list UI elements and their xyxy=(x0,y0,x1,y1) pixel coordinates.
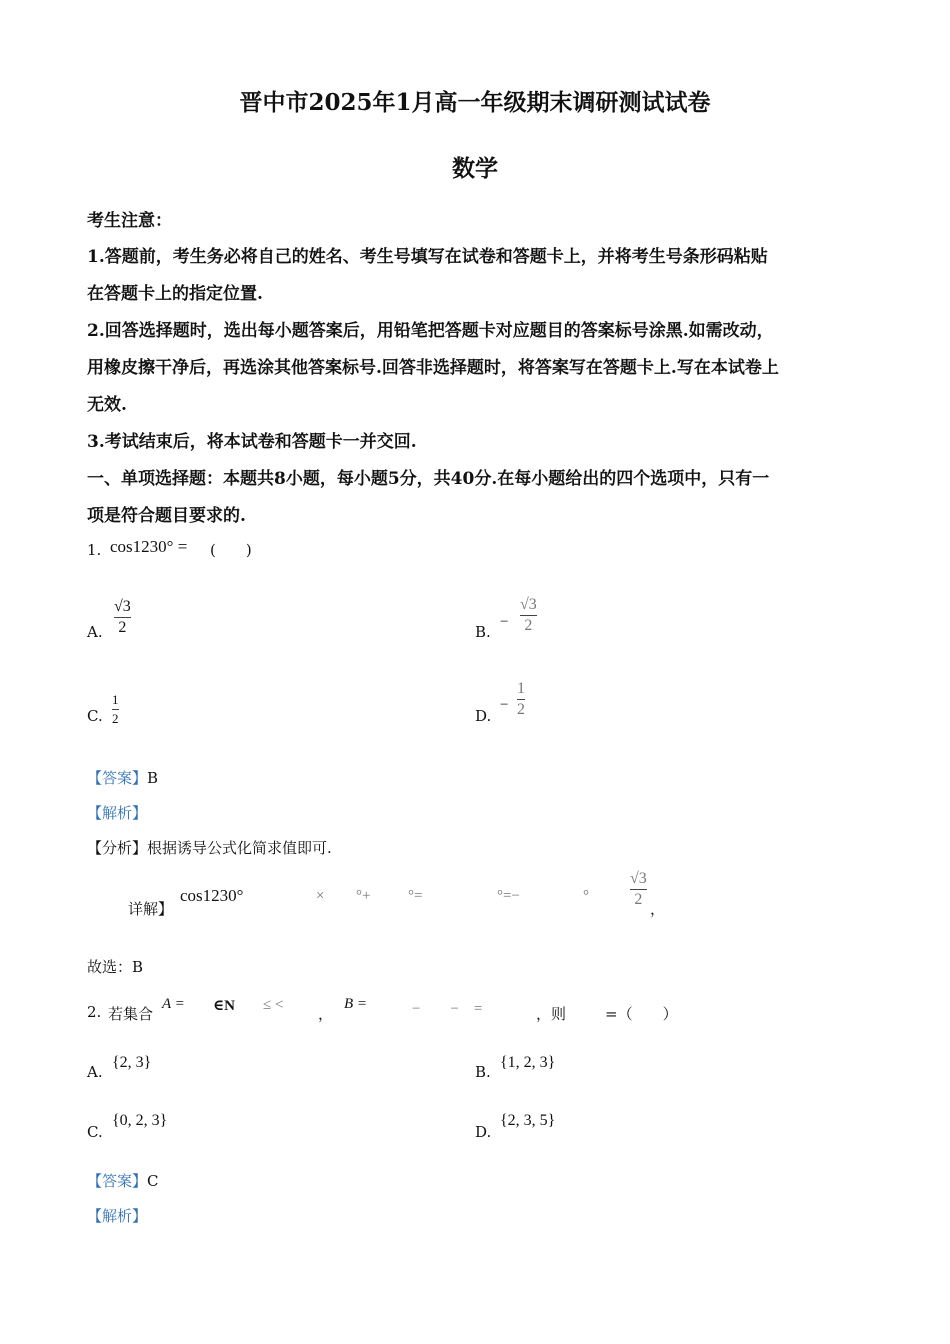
q1-detail-frag-1: × xyxy=(316,888,325,904)
notice-line-1a: 1.答题前，考生务必将自己的姓名、考生号填写在试卷和答题卡上，并将考生号条形码粘贴 xyxy=(87,247,768,267)
q2-option-a-value: {2, 3} xyxy=(112,1054,152,1071)
q2-set-a-relation: ≤ < xyxy=(263,997,284,1013)
q2-set-a: A = xyxy=(162,996,185,1012)
q1-option-b-label: B. xyxy=(475,623,491,641)
section-heading-1: 一、单项选择题：本题共8小题，每小题5分，共40分.在每小题给出的四个选项中，只有一 xyxy=(87,469,770,489)
notice-heading: 考生注意： xyxy=(87,211,172,231)
q2-set-b: B = xyxy=(344,996,368,1012)
fraction-bar xyxy=(630,889,647,890)
fraction-bar xyxy=(114,617,131,618)
answer-tag: 【答案】 xyxy=(87,1172,148,1190)
q1-detail-tag: 详解】 xyxy=(128,900,174,918)
fraction-bar xyxy=(520,615,537,616)
q1-number: 1. xyxy=(87,541,102,559)
q1-detail-frag-4: °=− xyxy=(497,888,520,904)
q1-option-a-fraction xyxy=(114,598,131,637)
q1-detail-frag-3: °= xyxy=(408,888,423,904)
q2-option-b-value: {1, 2, 3} xyxy=(500,1054,556,1071)
q2-analysis-tag: 【解析】 xyxy=(87,1207,148,1225)
q2-set-b-fragment: − − = xyxy=(412,1001,483,1017)
q1-option-d-label: D. xyxy=(475,707,492,725)
q1-option-c-fraction xyxy=(112,692,119,727)
q1-option-c-numerator: 1 xyxy=(112,692,119,707)
notice-line-2b: 用橡皮擦干净后，再选涂其他答案标号.回答非选择题时，将答案写在答题卡上.写在本试卷上 xyxy=(87,358,779,378)
q1-option-a-numerator: √3 xyxy=(114,598,131,615)
q1-option-b-numerator: √3 xyxy=(520,596,537,613)
q1-fenxi xyxy=(87,837,332,858)
q1-option-a-label: A. xyxy=(87,623,103,641)
q2-option-c-label: C. xyxy=(87,1123,103,1141)
notice-line-2c: 无效. xyxy=(87,395,127,415)
q2-option-a-label: A. xyxy=(87,1063,103,1081)
q1-detail-fraction xyxy=(630,870,647,909)
section-heading-2: 项是符合题目要求的. xyxy=(87,506,246,526)
q1-option-d-numerator: 1 xyxy=(517,680,525,697)
fenxi-tag: 【分析】 xyxy=(87,839,148,857)
q1-option-d-fraction xyxy=(517,680,525,719)
q1-choose: 故选：B xyxy=(87,958,144,976)
q1-option-a-denominator: 2 xyxy=(118,619,127,636)
answer-value: C xyxy=(147,1172,159,1190)
q1-option-c-label: C. xyxy=(87,707,103,725)
q1-expression: cos1230° = xyxy=(110,537,188,556)
q2-option-d-value: {2, 3, 5} xyxy=(500,1112,556,1129)
q1-detail-end: ， xyxy=(650,900,666,918)
q2-set-a-in: ∈N xyxy=(213,998,235,1014)
notice-line-3: 3.考试结束后，将本试卷和答题卡一并交回. xyxy=(87,432,417,452)
q1-detail-frag-5: ° xyxy=(583,888,589,904)
q2-answer xyxy=(87,1170,159,1191)
q2-comma: ， xyxy=(318,1005,334,1023)
q1-option-b-sign: − xyxy=(500,614,509,630)
q1-detail-frag-2: °+ xyxy=(356,888,371,904)
answer-tag: 【答案】 xyxy=(87,769,148,787)
q2-lead: 若集合 xyxy=(108,1005,154,1023)
q2-then: ，则 xyxy=(536,1005,567,1023)
answer-value: B xyxy=(147,769,159,787)
q1-paren: ( ) xyxy=(210,541,252,559)
q1-detail-numerator: √3 xyxy=(630,870,647,887)
fenxi-text: 根据诱导公式化简求值即可. xyxy=(147,839,332,857)
exam-title: 晋中市2025年1月高一年级期末调研测试试卷 xyxy=(239,89,711,116)
fraction-bar xyxy=(112,709,119,710)
q2-number: 2. xyxy=(87,1003,102,1021)
subject-title: 数学 xyxy=(452,155,498,182)
q1-option-b-fraction xyxy=(520,596,537,635)
notice-line-1b: 在答题卡上的指定位置. xyxy=(87,284,263,304)
q1-detail-expression: cos1230° xyxy=(180,886,244,905)
q1-option-d-sign: − xyxy=(500,697,509,713)
q1-answer xyxy=(87,767,158,788)
q1-option-b-denominator: 2 xyxy=(524,617,533,634)
q2-option-b-label: B. xyxy=(475,1063,491,1081)
q1-detail-denominator: 2 xyxy=(634,891,643,908)
q2-paren: =（ ） xyxy=(605,1005,678,1023)
fraction-bar xyxy=(517,699,525,700)
notice-line-2a: 2.回答选择题时，选出每小题答案后，用铅笔把答题卡对应题目的答案标号涂黑.如需改动， xyxy=(87,321,774,341)
q1-option-c-denominator: 2 xyxy=(112,711,119,726)
q1-option-d-denominator: 2 xyxy=(517,701,525,718)
q1-analysis-tag: 【解析】 xyxy=(87,804,148,822)
q2-option-c-value: {0, 2, 3} xyxy=(112,1112,168,1129)
q2-option-d-label: D. xyxy=(475,1123,492,1141)
